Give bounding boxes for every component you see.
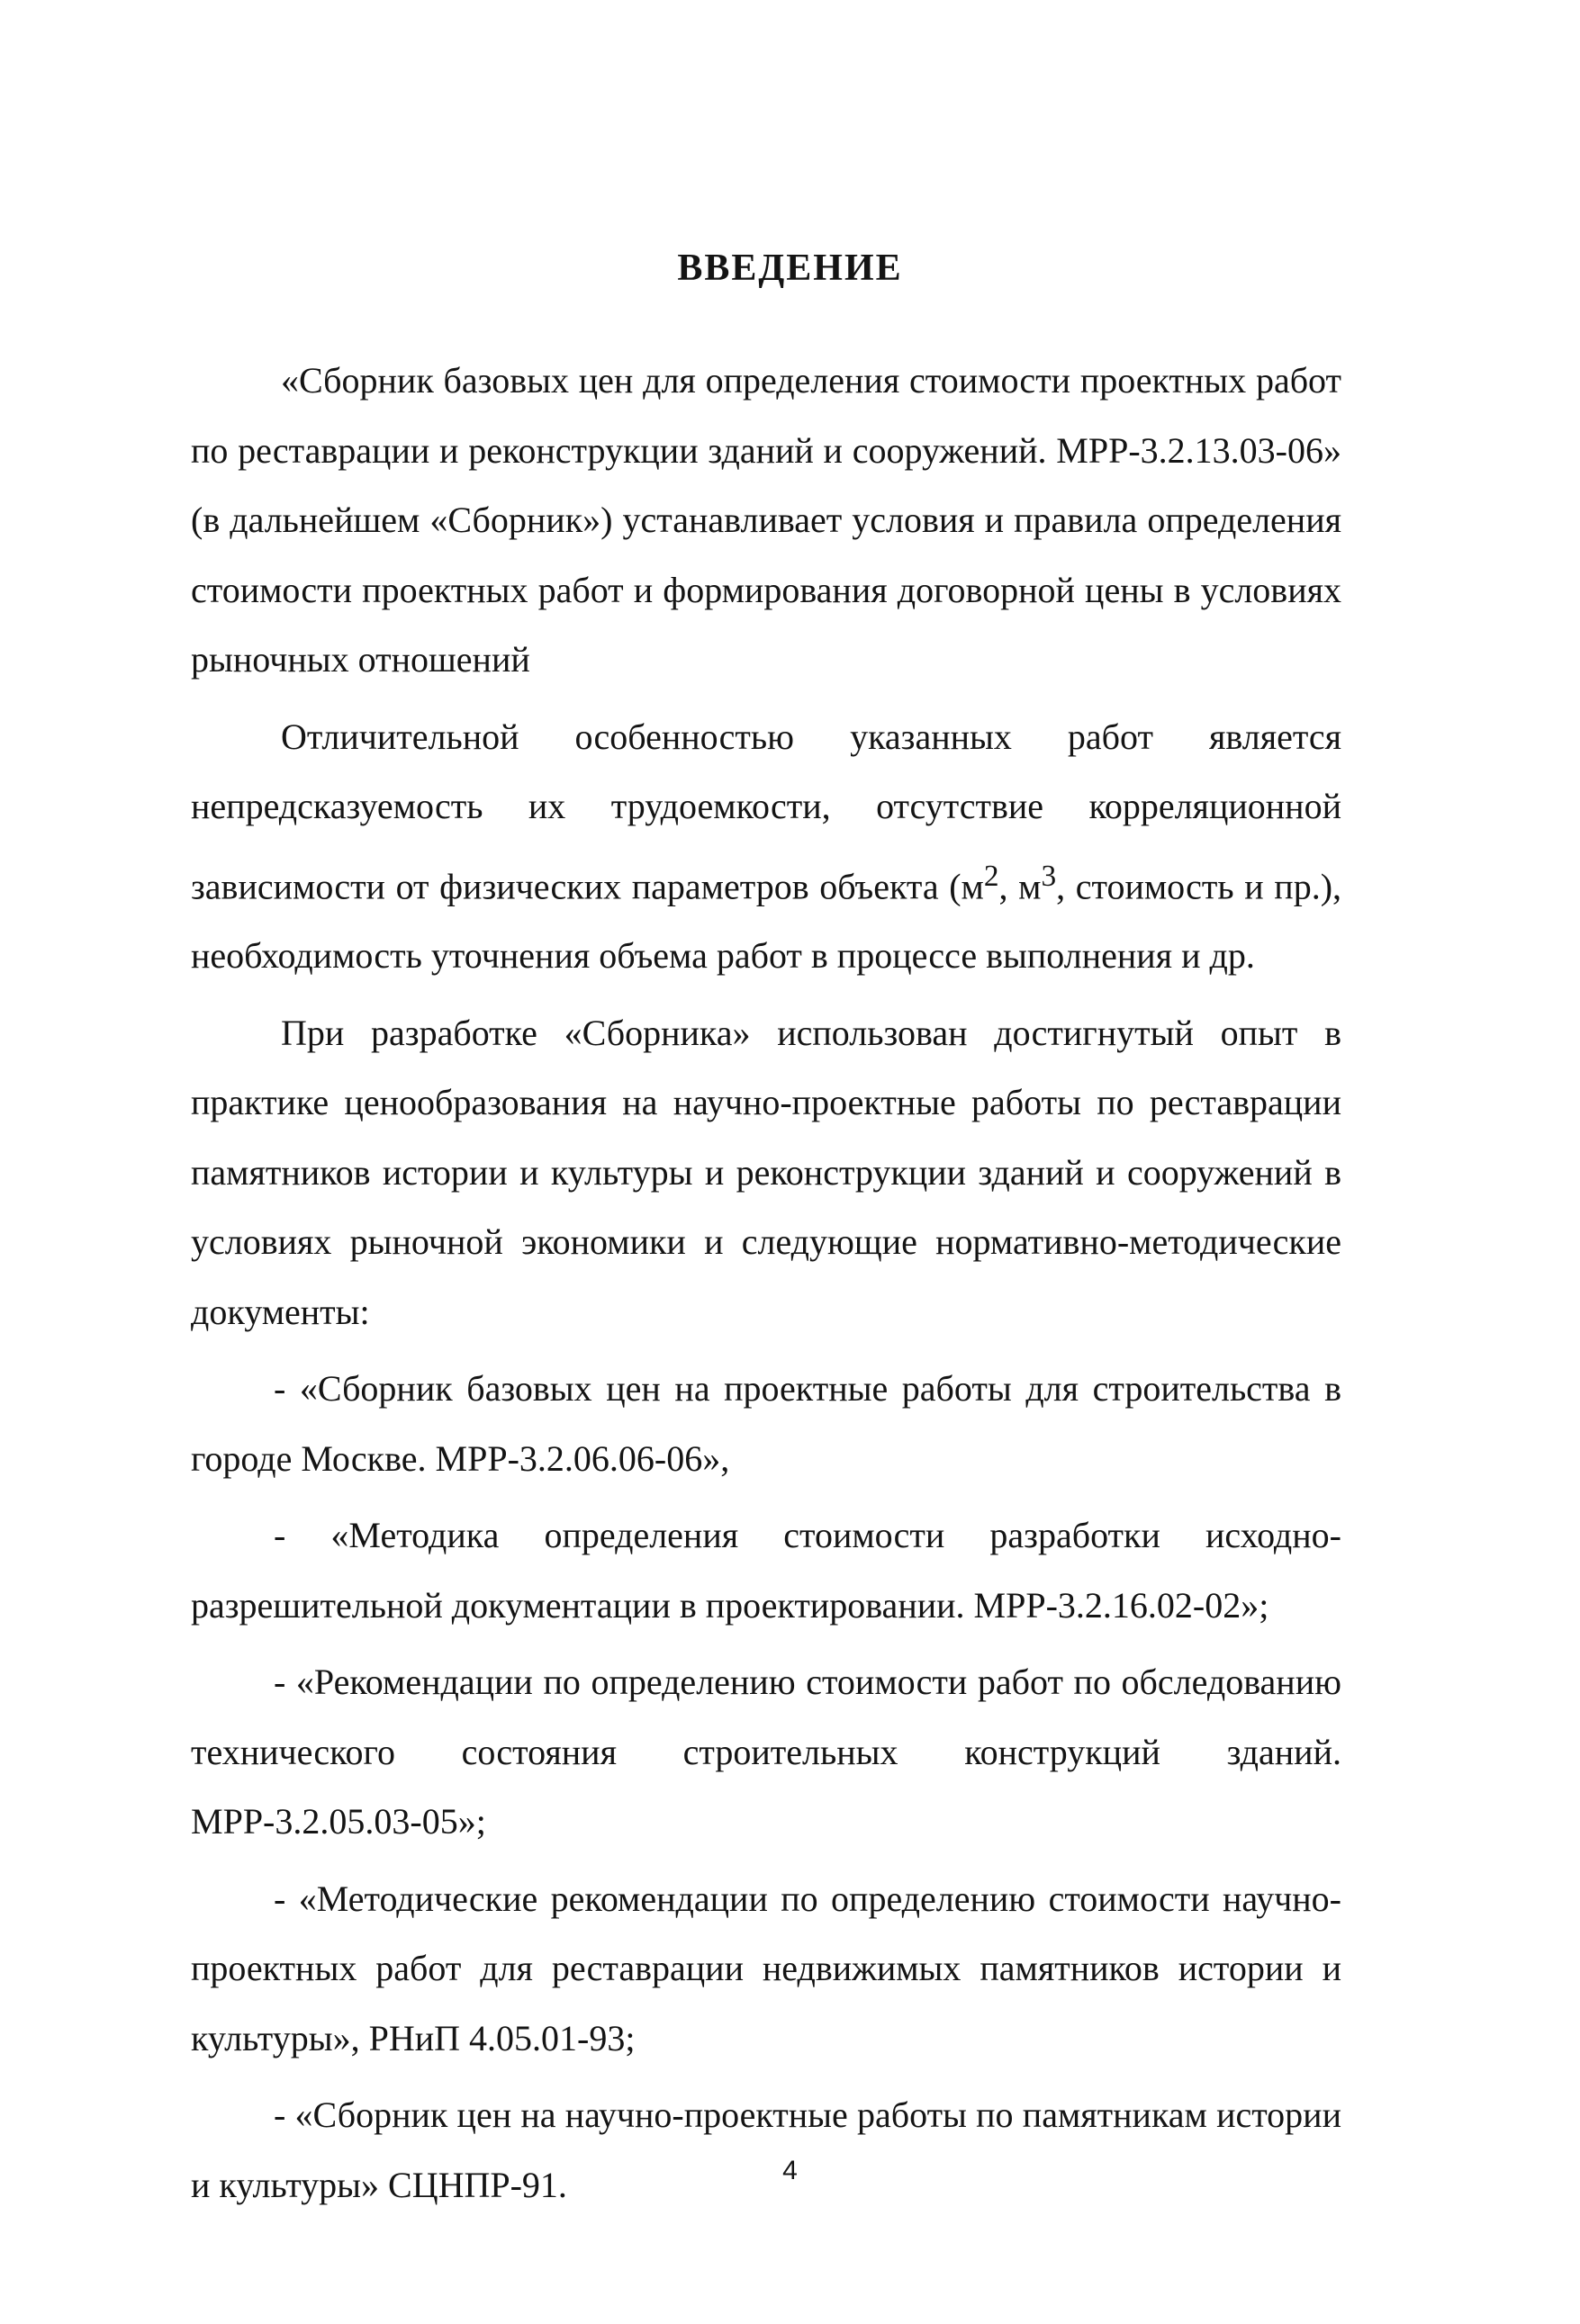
superscript-square: 2 — [983, 859, 999, 893]
paragraph-intro: «Сборник базовых цен для определения стоимости проектных работ по реставрации и реконструкции зданий и сооружений. МРР-3.2.13.03-06» (в дальнейшем «Сборник») устанавливает условия и правила определения стоимости проектных работ и формирования договорной цены в условиях рыночных отношений — [191, 360, 1341, 680]
list-item: - «Методические рекомендации по определению стоимости научно-проектных работ для реставрации недвижимых памятников истории и культуры», РНиП 4.05.01-93; — [191, 1878, 1341, 2058]
paragraph-features-text-middle: , м — [998, 865, 1042, 906]
superscript-cube: 3 — [1041, 859, 1057, 893]
list-item: - «Сборник цен на научно-проектные работы по памятникам истории и культуры» СЦНПР-91. — [191, 2094, 1341, 2205]
paragraph-development: При разработке «Сборника» использован достигнутый опыт в практике ценообразования на научно-проектные работы по реставрации памятников истории и культуры и реконструкции зданий и сооружений в условиях рыночной экономики и следующие нормативно-методические документы: — [191, 1012, 1341, 1332]
list-item: - «Рекомендации по определению стоимости работ по обследованию технического состояния строительных конструкций зданий. МРР-3.2.05.03-05»; — [191, 1662, 1341, 1842]
section-title: ВВЕДЕНИЕ — [677, 248, 903, 289]
paragraph-features-text-before: Отличительной особенностью указанных работ является непредсказуемость их трудоемкости, отсутствие корреляционной зависимости от физических параметров объекта (м — [191, 716, 1341, 906]
page-number: 4 — [782, 2156, 798, 2185]
list-item: - «Сборник базовых цен на проектные работы для строительства в городе Москве. МРР-3.2.06.06-06», — [191, 1368, 1341, 1479]
paragraph-features — [191, 702, 1341, 991]
body-text — [191, 346, 1341, 2220]
list-item: - «Методика определения стоимости разработки исходно-разрешительной документации в проектировании. МРР-3.2.16.02-02»; — [191, 1515, 1341, 1626]
paragraph-features-text-after: , стоимость и пр.), необходимость уточнения объема работ в процессе выполнения и др. — [191, 865, 1342, 977]
